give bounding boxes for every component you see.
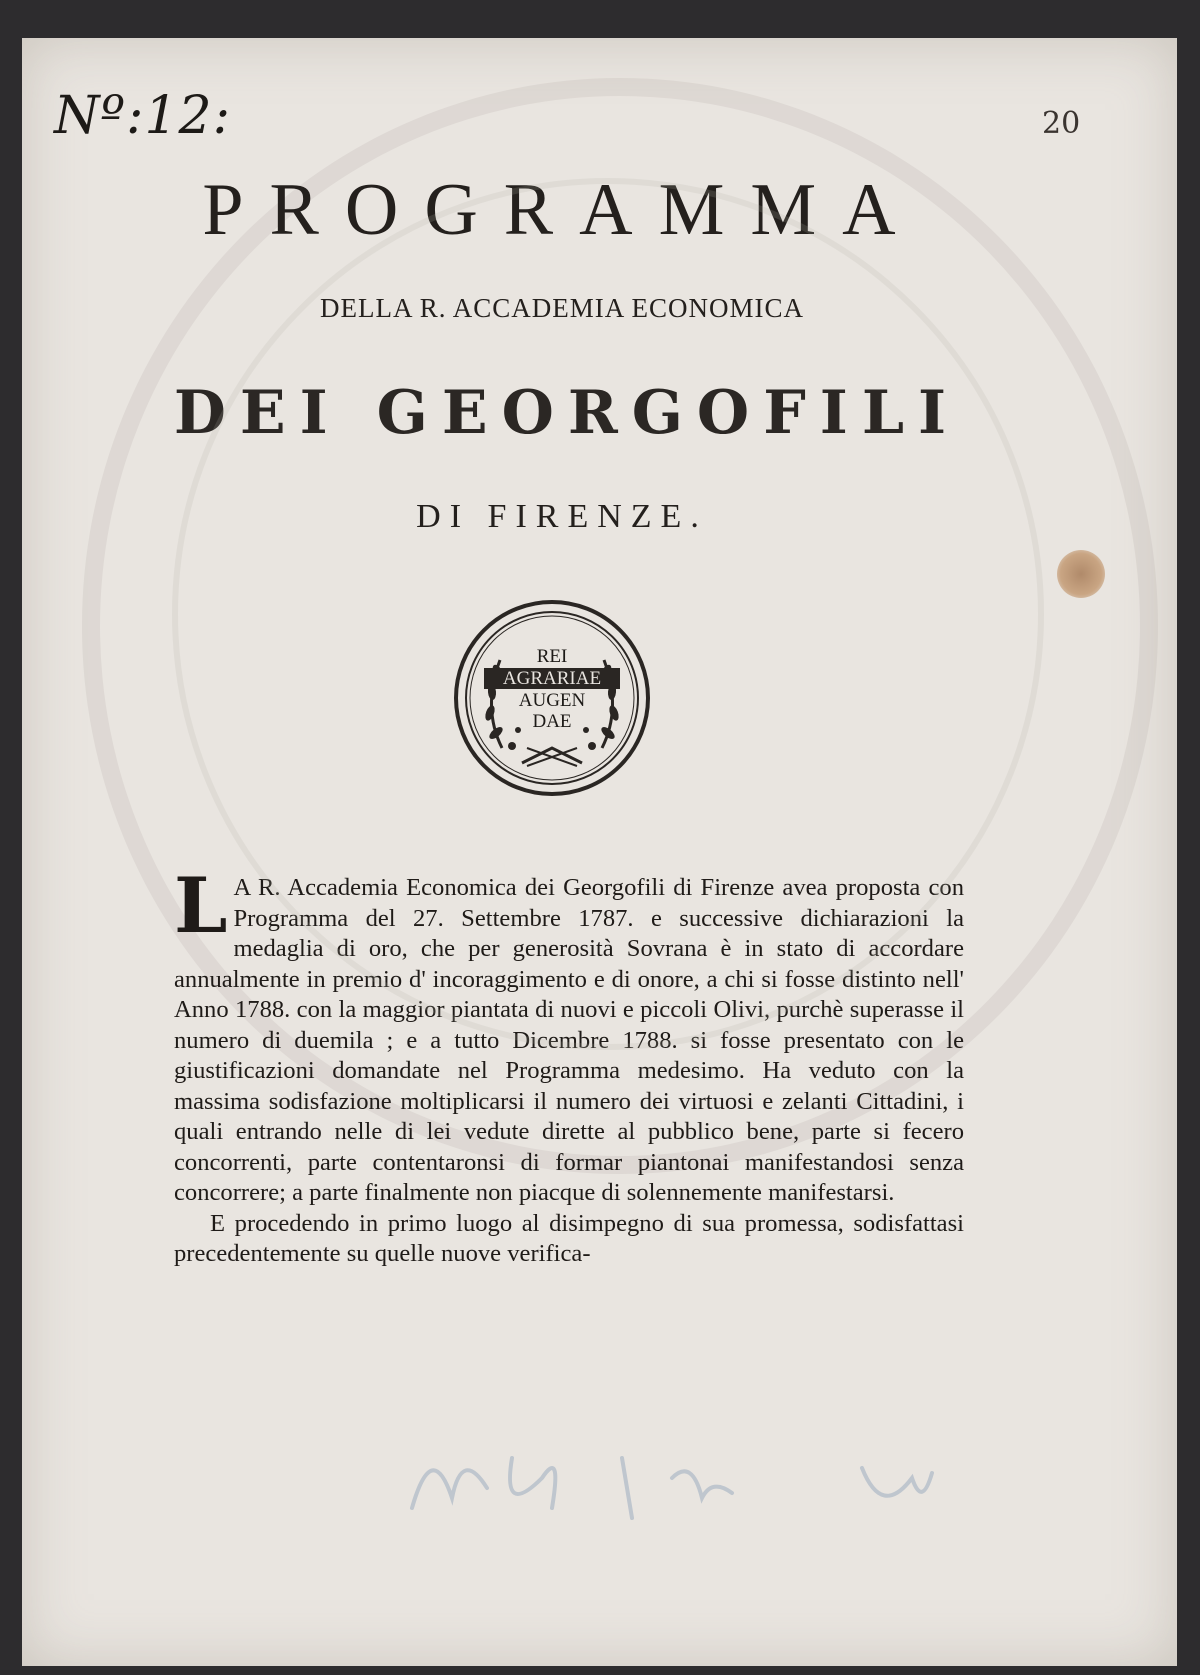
page-number: 20	[1042, 106, 1081, 141]
document-subtitle: DELLA R. ACCADEMIA ECONOMICA	[319, 293, 805, 323]
document-title: PROGRAMMA	[202, 169, 922, 251]
seal-motto-line: DAE	[532, 711, 572, 732]
seal-motto	[452, 646, 652, 732]
seal-motto-line: AUGEN	[518, 690, 586, 711]
society-name: DEI GEORGOFILI	[173, 378, 961, 448]
seal-wreath-icon	[452, 598, 652, 798]
city-name: DI FIRENZE.	[416, 498, 708, 535]
manuscript-number: Nº:12:	[54, 86, 232, 146]
pencil-annotation-icon	[392, 1418, 952, 1538]
drop-cap: L	[174, 861, 228, 950]
seal-motto-line: REI	[536, 646, 568, 667]
academy-seal	[452, 598, 652, 798]
document-body	[174, 861, 964, 1270]
paper-stain	[1057, 550, 1105, 598]
document-page	[22, 38, 1177, 1666]
paragraph-text: A R. Accademia Economica dei Georgofili di Firenze avea proposta con Programma del 27. Settembre 1787. e successive dichiarazioni la medaglia di oro, che per generosità Sovrana è in stato di accordare annualmente in premio d' incoraggimento e di onore, a chi si fosse distinto nell' Anno 1788. con la maggior piantata di nuovi e piccoli Olivi, purchè superasse il numero di duemila ; e a tutto Dicembre 1788. si fosse presentato con le giustificazioni domandate nel Programma medesimo. Ha veduto con la massima sodisfazione moltiplicarsi il numero dei virtuosi e zelanti Cittadini, i quali entrando nelle di lei vedute dirette al pubblico bene, parte si fecero concorrenti, parte contentaronsi di formar piantonai manifestandosi senza concorrere; a parte finalmente non piacque di solennemente manifestarsi.	[174, 874, 964, 1206]
body-paragraph	[174, 861, 964, 1209]
body-paragraph: E procedendo in primo luogo al disimpegno di sua promessa, sodisfattasi precedentemente su quelle nuove verifica-	[174, 1209, 964, 1267]
seal-motto-line: AGRARIAE	[484, 668, 620, 689]
